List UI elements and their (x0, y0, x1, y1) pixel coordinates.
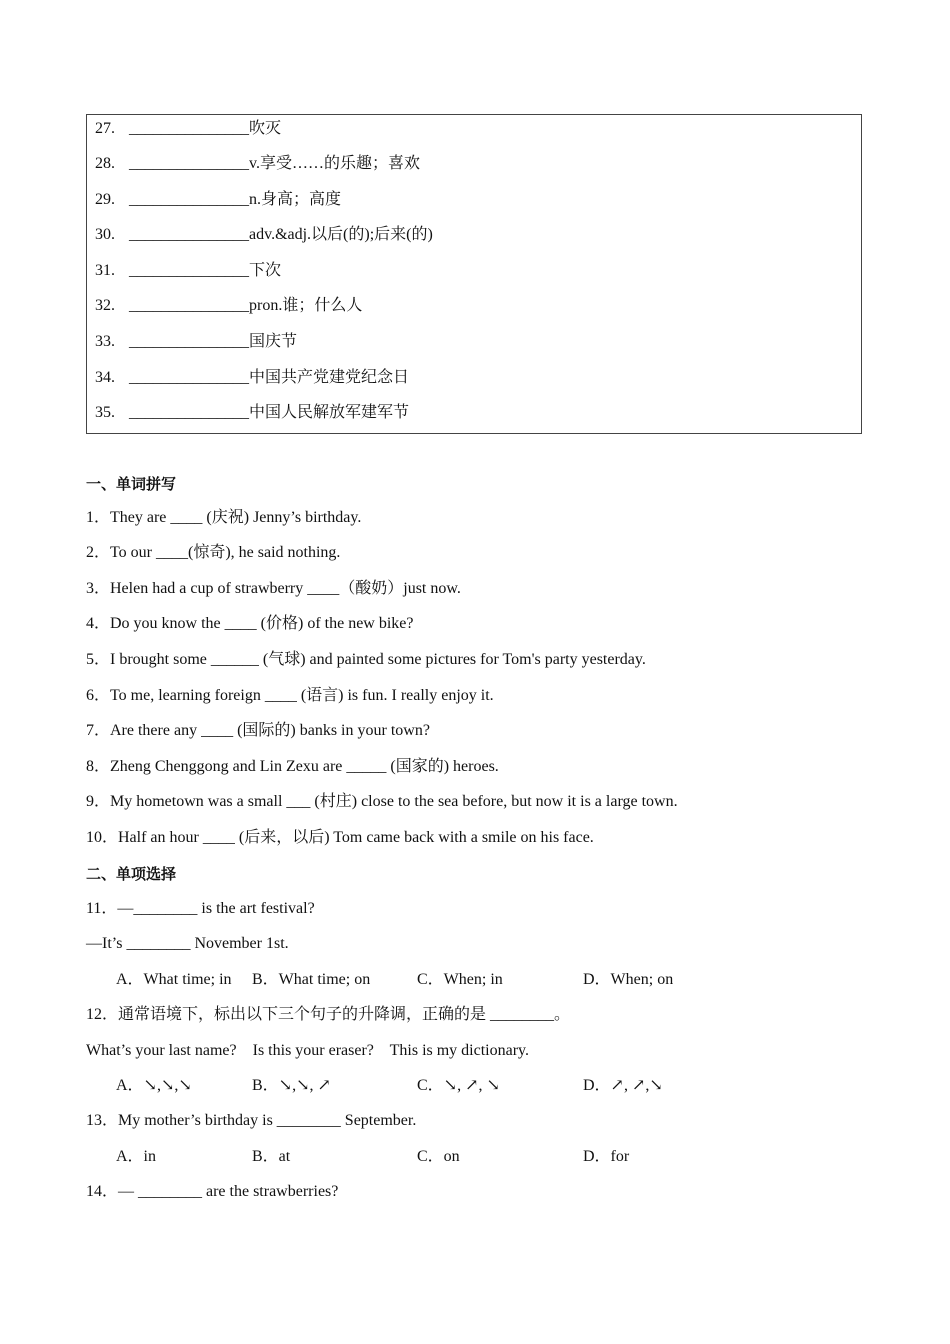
q12-option-d[interactable]: D．↗, ↗,↘ (583, 1077, 663, 1094)
q11-option-c[interactable]: C．When; in (417, 971, 503, 988)
vocab-row: 35. _______________中国人民解放军建军节 (95, 404, 410, 421)
question-12-stem: 12．通常语境下，标出以下三个句子的升降调，正确的是 ________。 (86, 1006, 571, 1023)
section-title-spelling: 一、单词拼写 (86, 475, 177, 493)
q12-option-c[interactable]: C．↘, ↗, ↘ (417, 1077, 500, 1094)
q12-option-b[interactable]: B．↘,↘, ↗ (252, 1077, 331, 1094)
vocab-row: 27. _______________吹灭 (95, 120, 282, 137)
q13-option-d[interactable]: D．for (583, 1148, 630, 1165)
spelling-question: 4．Do you know the ____ (价格) of the new bike? (86, 615, 414, 632)
spelling-question: 9．My hometown was a small ___ (村庄) close to the sea before, but now it is a large town. (86, 793, 678, 810)
spelling-question: 1．They are ____ (庆祝) Jenny’s birthday. (86, 509, 362, 526)
q12-option-a[interactable]: A．↘,↘,↘ (116, 1077, 192, 1094)
question-12-line2: What’s your last name? Is this your eraser? This is my dictionary. (86, 1042, 530, 1059)
vocab-row: 29. _______________n.身高；高度 (95, 191, 342, 208)
q11-option-a[interactable]: A．What time; in (116, 971, 232, 988)
vocab-row: 34. _______________中国共产党建党纪念日 (95, 369, 410, 386)
vocab-row: 31. _______________下次 (95, 262, 282, 279)
spelling-question: 3．Helen had a cup of strawberry ____（酸奶）just now. (86, 580, 461, 597)
q13-option-b[interactable]: B．at (252, 1148, 291, 1165)
question-13-stem: 13．My mother’s birthday is ________ September. (86, 1112, 417, 1129)
q11-option-b[interactable]: B．What time; on (252, 971, 371, 988)
question-11-line2: —It’s ________ November 1st. (86, 935, 289, 952)
vocab-row: 30. _______________adv.&adj.以后(的);后来(的) (95, 226, 433, 243)
spelling-question: 8．Zheng Chenggong and Lin Zexu are _____ (国家的) heroes. (86, 758, 499, 775)
vocabulary-table (86, 114, 862, 434)
vocab-row: 28. _______________v.享受……的乐趣；喜欢 (95, 155, 420, 172)
vocab-row: 33. _______________国庆节 (95, 333, 298, 350)
spelling-question: 6．To me, learning foreign ____ (语言) is fun. I really enjoy it. (86, 687, 494, 704)
question-11-stem: 11．—________ is the art festival? (86, 900, 315, 917)
spelling-question: 7．Are there any ____ (国际的) banks in your town? (86, 722, 430, 739)
q13-option-c[interactable]: C．on (417, 1148, 460, 1165)
question-14-stem: 14．— ________ are the strawberries? (86, 1183, 339, 1200)
spelling-question: 10．Half an hour ____ (后来，以后) Tom came back with a smile on his face. (86, 829, 594, 846)
spelling-question: 5．I brought some ______ (气球) and painted some pictures for Tom's party yesterday. (86, 651, 646, 668)
spelling-question: 2．To our ____(惊奇), he said nothing. (86, 544, 341, 561)
vocab-row: 32. _______________pron.谁；什么人 (95, 297, 363, 314)
q13-option-a[interactable]: A．in (116, 1148, 157, 1165)
q11-option-d[interactable]: D．When; on (583, 971, 674, 988)
section-title-choice: 二、单项选择 (86, 865, 177, 883)
